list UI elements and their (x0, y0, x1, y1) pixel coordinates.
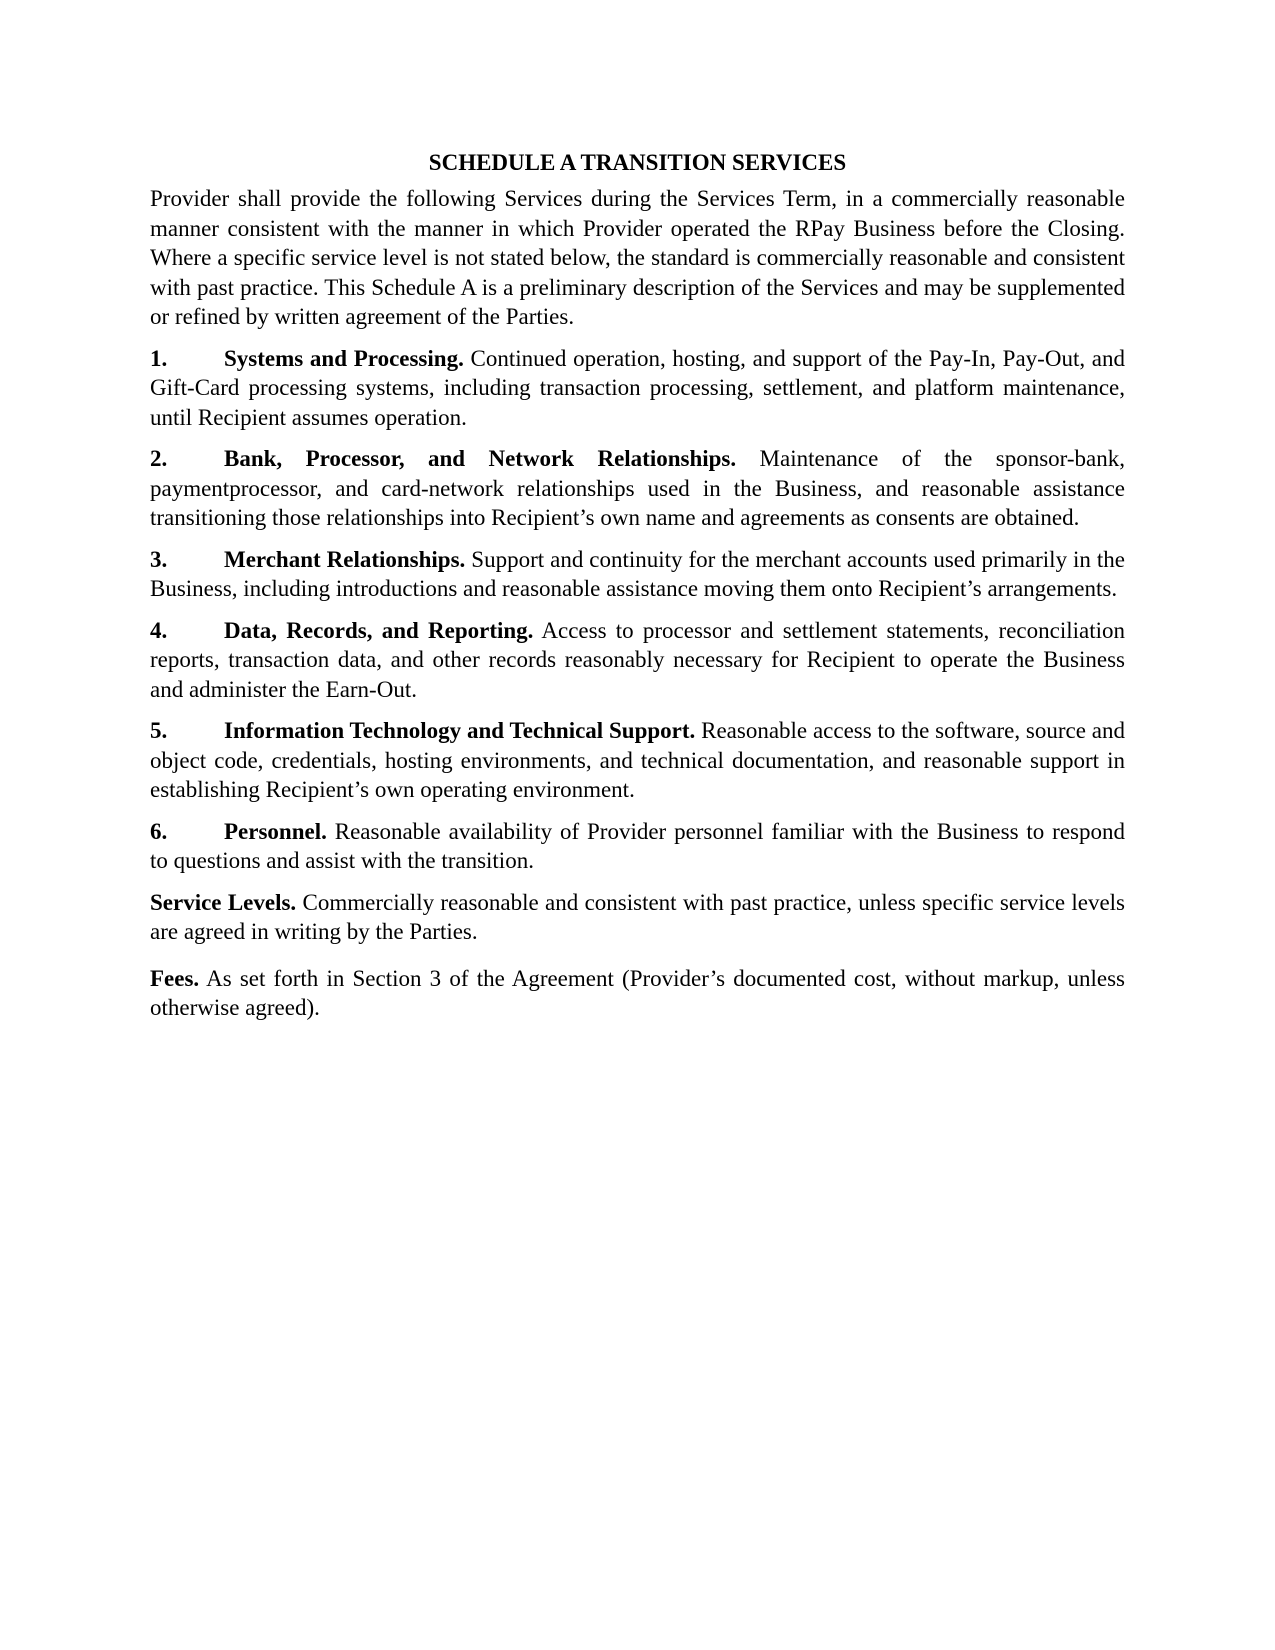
item-text: Maintenance of the sponsor-bank, paymentprocessor, and card-network relationships used in the Business, and reasonable assistance transitioning those relationships into Recipient’s own name and agreements as consents are obtained. (150, 446, 1126, 530)
item-heading: Systems and Processing. (224, 345, 464, 371)
item-number: 4. (150, 617, 168, 643)
service-item-5 (150, 716, 1125, 805)
item-heading: Merchant Relationships. (224, 546, 466, 572)
service-levels-heading: Service Levels. (150, 889, 297, 915)
item-number: 3. (150, 546, 168, 572)
item-text: Access to processor and settlement statements, reconciliation reports, transaction data, and other records reasonably necessary for Recipient to operate the Business and administer the Earn-Out. (150, 617, 1125, 702)
item-heading: Bank, Processor, and Network Relationships. (224, 446, 737, 471)
item-heading: Personnel. (224, 818, 327, 844)
item-text: Reasonable availability of Provider personnel familiar with the Business to respond to questions and assist with the transition. (150, 818, 1125, 873)
service-item-4 (150, 616, 1125, 705)
fees-text: As set forth in Section 3 of the Agreement (Provider’s documented cost, without markup, unless otherwise agreed). (150, 965, 1126, 1020)
item-heading: Information Technology and Technical Support. (224, 718, 696, 743)
service-item-1 (150, 344, 1125, 433)
service-item-2 (150, 444, 1125, 533)
service-levels-paragraph (150, 888, 1125, 947)
service-levels-text: Commercially reasonable and consistent with past practice, unless specific service levels are agreed in writing by the Parties. (150, 889, 1126, 944)
document-page (150, 148, 1125, 1023)
item-number: 6. (150, 818, 168, 844)
item-number: 5. (150, 718, 168, 743)
item-number: 1. (150, 345, 168, 371)
intro-paragraph: Provider shall provide the following Services during the Services Term, in a commercially reasonable manner consistent with the manner in which Provider operated the RPay Business before the Closing. Where a specific service level is not stated below, the standard is commercially reasonable and consistent with past practice. This Schedule A is a preliminary description of the Services and may be supplemented or refined by written agreement of the Parties. (150, 186, 1125, 329)
item-text: Continued operation, hosting, and support of the Pay-In, Pay-Out, and Gift-Card processing systems, including transaction processing, settlement, and platform maintenance, until Recipient assumes operation. (150, 345, 1126, 430)
service-item-6 (150, 817, 1125, 876)
item-heading: Data, Records, and Reporting. (224, 617, 534, 643)
item-number: 2. (150, 446, 168, 471)
item-text: Reasonable access to the software, source and object code, credentials, hosting environments, and technical documentation, and reasonable support in establishing Recipient’s own operating environment. (150, 718, 1125, 802)
item-text: Support and continuity for the merchant accounts used primarily in the Business, including introductions and reasonable assistance moving them onto Recipient’s arrangements. (150, 546, 1125, 601)
service-item-3 (150, 545, 1125, 604)
fees-paragraph (150, 964, 1125, 1023)
fees-heading: Fees. (150, 965, 200, 991)
document-title: SCHEDULE A TRANSITION SERVICES (428, 150, 847, 175)
